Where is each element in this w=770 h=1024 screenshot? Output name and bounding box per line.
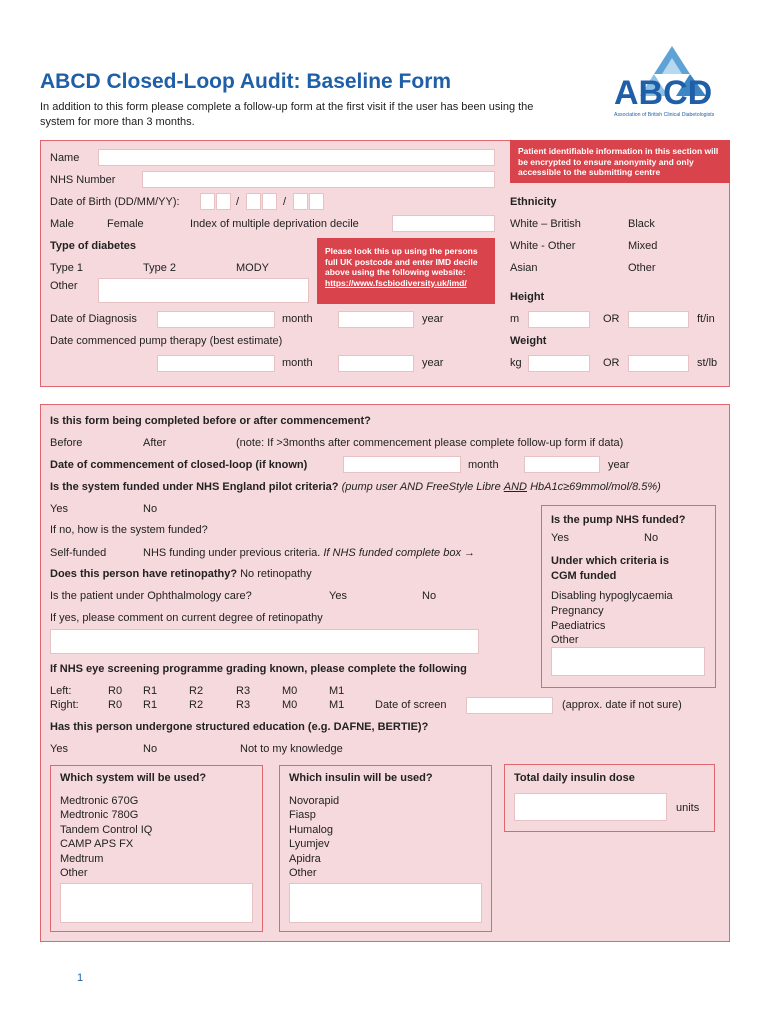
retinopathy-question-text: Does this person have retinopathy? xyxy=(50,568,238,580)
insulin-option[interactable]: Humalog xyxy=(289,824,334,836)
dob-year-1[interactable] xyxy=(293,193,308,210)
weight-or-label: OR xyxy=(603,357,620,369)
height-m-label: m xyxy=(510,313,520,325)
date-of-screen-field[interactable] xyxy=(466,697,553,714)
pump-month-label: month xyxy=(282,357,313,369)
weight-heading: Weight xyxy=(510,335,547,347)
tdd-question: Total daily insulin dose xyxy=(514,772,635,784)
type1-option[interactable]: Type 1 xyxy=(50,262,84,274)
dob-year-2[interactable] xyxy=(309,193,324,210)
left-eye-label: Left: xyxy=(50,685,72,697)
pump-funded-question: Is the pump NHS funded? xyxy=(551,514,686,526)
left-grade[interactable]: M0 xyxy=(282,685,298,697)
system-option[interactable]: CAMP APS FX xyxy=(60,838,134,850)
ophthalmology-yes-option[interactable]: Yes xyxy=(329,590,347,602)
weight-stlb-label: st/lb xyxy=(697,357,718,369)
dob-sep-1: / xyxy=(236,196,240,208)
name-field[interactable] xyxy=(98,149,495,166)
left-grade[interactable]: M1 xyxy=(329,685,345,697)
pump-funded-no[interactable]: No xyxy=(644,532,659,544)
imd-lookup-note xyxy=(317,238,495,304)
ophthalmology-no-option[interactable]: No xyxy=(422,590,437,602)
after-option[interactable]: After xyxy=(143,437,167,449)
abcd-logo xyxy=(610,44,735,127)
tdd-units-label: units xyxy=(676,802,700,814)
closed-loop-month-label: month xyxy=(468,459,499,471)
height-ftin-field[interactable] xyxy=(628,311,689,328)
funded-question xyxy=(50,481,661,493)
logo-subtitle: Association of British Clinical Diabetologists xyxy=(614,112,715,118)
education-unknown-option[interactable]: Not to my knowledge xyxy=(240,743,343,755)
black-option[interactable]: Black xyxy=(628,218,655,230)
pump-month-field[interactable] xyxy=(157,355,275,372)
right-grade[interactable]: R0 xyxy=(108,699,123,711)
diagnosis-year-label: year xyxy=(422,313,444,325)
pump-year-field[interactable] xyxy=(338,355,414,372)
no-retinopathy-option[interactable]: No retinopathy xyxy=(240,568,312,580)
insulin-option[interactable]: Fiasp xyxy=(289,809,316,821)
system-question: Which system will be used? xyxy=(60,772,207,784)
date-of-screen-label: Date of screen xyxy=(375,699,447,711)
funded-question-text: Is the system funded under NHS England pilot criteria? xyxy=(50,481,339,493)
left-grade[interactable]: R3 xyxy=(236,685,251,697)
white-british-option[interactable]: White – British xyxy=(510,218,581,230)
male-option[interactable]: Male xyxy=(50,218,74,230)
cgm-criteria-item[interactable]: Other xyxy=(551,634,579,646)
three-month-note: (note: If >3months after commencement please complete follow-up form if data) xyxy=(236,437,624,449)
education-yes-option[interactable]: Yes xyxy=(50,743,68,755)
diagnosis-month-field[interactable] xyxy=(157,311,275,328)
nhs-number-label: NHS Number xyxy=(50,174,116,186)
right-grade[interactable]: M1 xyxy=(329,699,345,711)
right-eye-label: Right: xyxy=(50,699,79,711)
self-funded-option[interactable]: Self-funded xyxy=(50,547,107,559)
dob-month-2[interactable] xyxy=(262,193,277,210)
dob-month-1[interactable] xyxy=(246,193,261,210)
dob-day-2[interactable] xyxy=(216,193,231,210)
retinopathy-comment-field[interactable] xyxy=(50,629,479,654)
page-number: 1 xyxy=(77,972,84,984)
height-or-label: OR xyxy=(603,313,620,325)
funded-yes-option[interactable]: Yes xyxy=(50,503,68,515)
page-title: ABCD Closed-Loop Audit: Baseline Form xyxy=(40,70,452,93)
tdd-field[interactable] xyxy=(514,793,667,821)
imd-label: Index of multiple deprivation decile xyxy=(190,218,359,230)
insulin-option[interactable]: Apidra xyxy=(289,853,321,865)
weight-stlb-field[interactable] xyxy=(628,355,689,372)
other-diabetes-field[interactable] xyxy=(98,278,309,303)
type-of-diabetes-heading: Type of diabetes xyxy=(50,240,136,252)
female-option[interactable]: Female xyxy=(107,218,144,230)
height-heading: Height xyxy=(510,291,545,303)
left-grade[interactable]: R0 xyxy=(108,685,123,697)
asian-option[interactable]: Asian xyxy=(510,262,538,274)
imd-field[interactable] xyxy=(392,215,495,232)
eye-screening-question: If NHS eye screening programme grading known, please complete the following xyxy=(50,663,467,675)
retinopathy-comment-label: If yes, please comment on current degree of retinopathy xyxy=(50,612,323,624)
mixed-option[interactable]: Mixed xyxy=(628,240,658,252)
insulin-option[interactable]: Novorapid xyxy=(289,795,340,807)
white-other-option[interactable]: White - Other xyxy=(510,240,576,252)
nhs-previous-instruction: If NHS funded complete box → xyxy=(323,547,476,559)
education-no-option[interactable]: No xyxy=(143,743,158,755)
right-grade[interactable]: R2 xyxy=(189,699,204,711)
weight-kg-field[interactable] xyxy=(528,355,590,372)
dob-label: Date of Birth (DD/MM/YY): xyxy=(50,196,180,208)
system-other-field[interactable] xyxy=(60,883,253,923)
height-m-field[interactable] xyxy=(528,311,590,328)
mody-option[interactable]: MODY xyxy=(236,262,269,274)
dob-day-1[interactable] xyxy=(200,193,215,210)
pump-year-label: year xyxy=(422,357,444,369)
system-option[interactable]: Medtronic 670G xyxy=(60,795,139,807)
pump-funded-yes[interactable]: Yes xyxy=(551,532,569,544)
date-pump-label: Date commenced pump therapy (best estimate) xyxy=(50,335,283,347)
before-after-question: Is this form being completed before or after commencement? xyxy=(50,415,371,427)
other-diabetes-label: Other xyxy=(50,280,78,292)
closed-loop-year-field[interactable] xyxy=(524,456,600,473)
insulin-question: Which insulin will be used? xyxy=(289,772,433,784)
insulin-other-field[interactable] xyxy=(289,883,482,923)
dob-sep-2: / xyxy=(283,196,287,208)
funded-criteria-a: (pump user AND FreeStyle Libre xyxy=(341,481,501,493)
name-label: Name xyxy=(50,152,80,164)
diagnosis-month-label: month xyxy=(282,313,313,325)
ethnicity-heading: Ethnicity xyxy=(510,196,557,208)
diagnosis-year-field[interactable] xyxy=(338,311,414,328)
funded-no-option[interactable]: No xyxy=(143,503,158,515)
insulin-option[interactable]: Lyumjev xyxy=(289,838,330,850)
how-funded-question: If no, how is the system funded? xyxy=(50,524,208,536)
imd-link[interactable]: https://www.fscbiodiversity.uk/imd/ xyxy=(325,277,467,288)
left-grade[interactable]: R1 xyxy=(143,685,158,697)
system-option[interactable]: Tandem Control IQ xyxy=(60,824,153,836)
nhs-previous-text: NHS funding under previous criteria. xyxy=(143,547,321,559)
cgm-other-field[interactable] xyxy=(551,647,705,676)
left-grade[interactable]: R2 xyxy=(189,685,204,697)
education-question: Has this person undergone structured education (e.g. DAFNE, BERTIE)? xyxy=(50,721,429,733)
ophthalmology-question: Is the patient under Ophthalmology care? xyxy=(50,590,252,602)
retinopathy-question xyxy=(50,568,312,580)
funded-criteria-b: HbA1c≥69mmol/mol/8.5%) xyxy=(530,481,661,493)
system-option[interactable]: Medtrum xyxy=(60,853,104,865)
right-grade[interactable]: R3 xyxy=(236,699,251,711)
system-option[interactable]: Medtronic 780G xyxy=(60,809,139,821)
right-grade[interactable]: M0 xyxy=(282,699,298,711)
cgm-criteria-heading: Under which criteria is CGM funded xyxy=(551,555,669,582)
nhs-previous-option[interactable] xyxy=(143,547,475,559)
cgm-criteria-item[interactable]: Disabling hypoglycaemia xyxy=(551,590,673,602)
logo-text: ABCD xyxy=(614,74,713,112)
date-diagnosis-label: Date of Diagnosis xyxy=(50,313,137,325)
pid-encryption-note: Patient identifiable information in this section will be encrypted to ensure anonymity and only accessible to the submitting centre xyxy=(510,140,730,183)
cgm-criteria-item[interactable]: Pregnancy xyxy=(551,605,604,617)
cgm-criteria-item[interactable]: Paediatrics xyxy=(551,620,606,632)
closed-loop-month-field[interactable] xyxy=(343,456,461,473)
intro-text: In addition to this form please complete a follow-up form at the first visit if the user has been using the system for more than 3 months. xyxy=(40,101,534,128)
closed-loop-date-label: Date of commencement of closed-loop (if known) xyxy=(50,459,308,471)
height-ftin-label: ft/in xyxy=(697,313,715,325)
weight-kg-label: kg xyxy=(510,357,522,369)
approx-date-note: (approx. date if not sure) xyxy=(562,699,682,711)
ethnicity-other-option[interactable]: Other xyxy=(628,262,656,274)
closed-loop-year-label: year xyxy=(608,459,630,471)
before-option[interactable]: Before xyxy=(50,437,83,449)
nhs-number-field[interactable] xyxy=(142,171,495,188)
funded-criteria-and: AND xyxy=(503,481,528,493)
insulin-option[interactable]: Other xyxy=(289,867,317,879)
type2-option[interactable]: Type 2 xyxy=(143,262,177,274)
imd-note-text: Please look this up using the persons full UK postcode and enter IMD decile above using the following website: xyxy=(325,246,478,277)
system-option[interactable]: Other xyxy=(60,867,88,879)
right-grade[interactable]: R1 xyxy=(143,699,158,711)
